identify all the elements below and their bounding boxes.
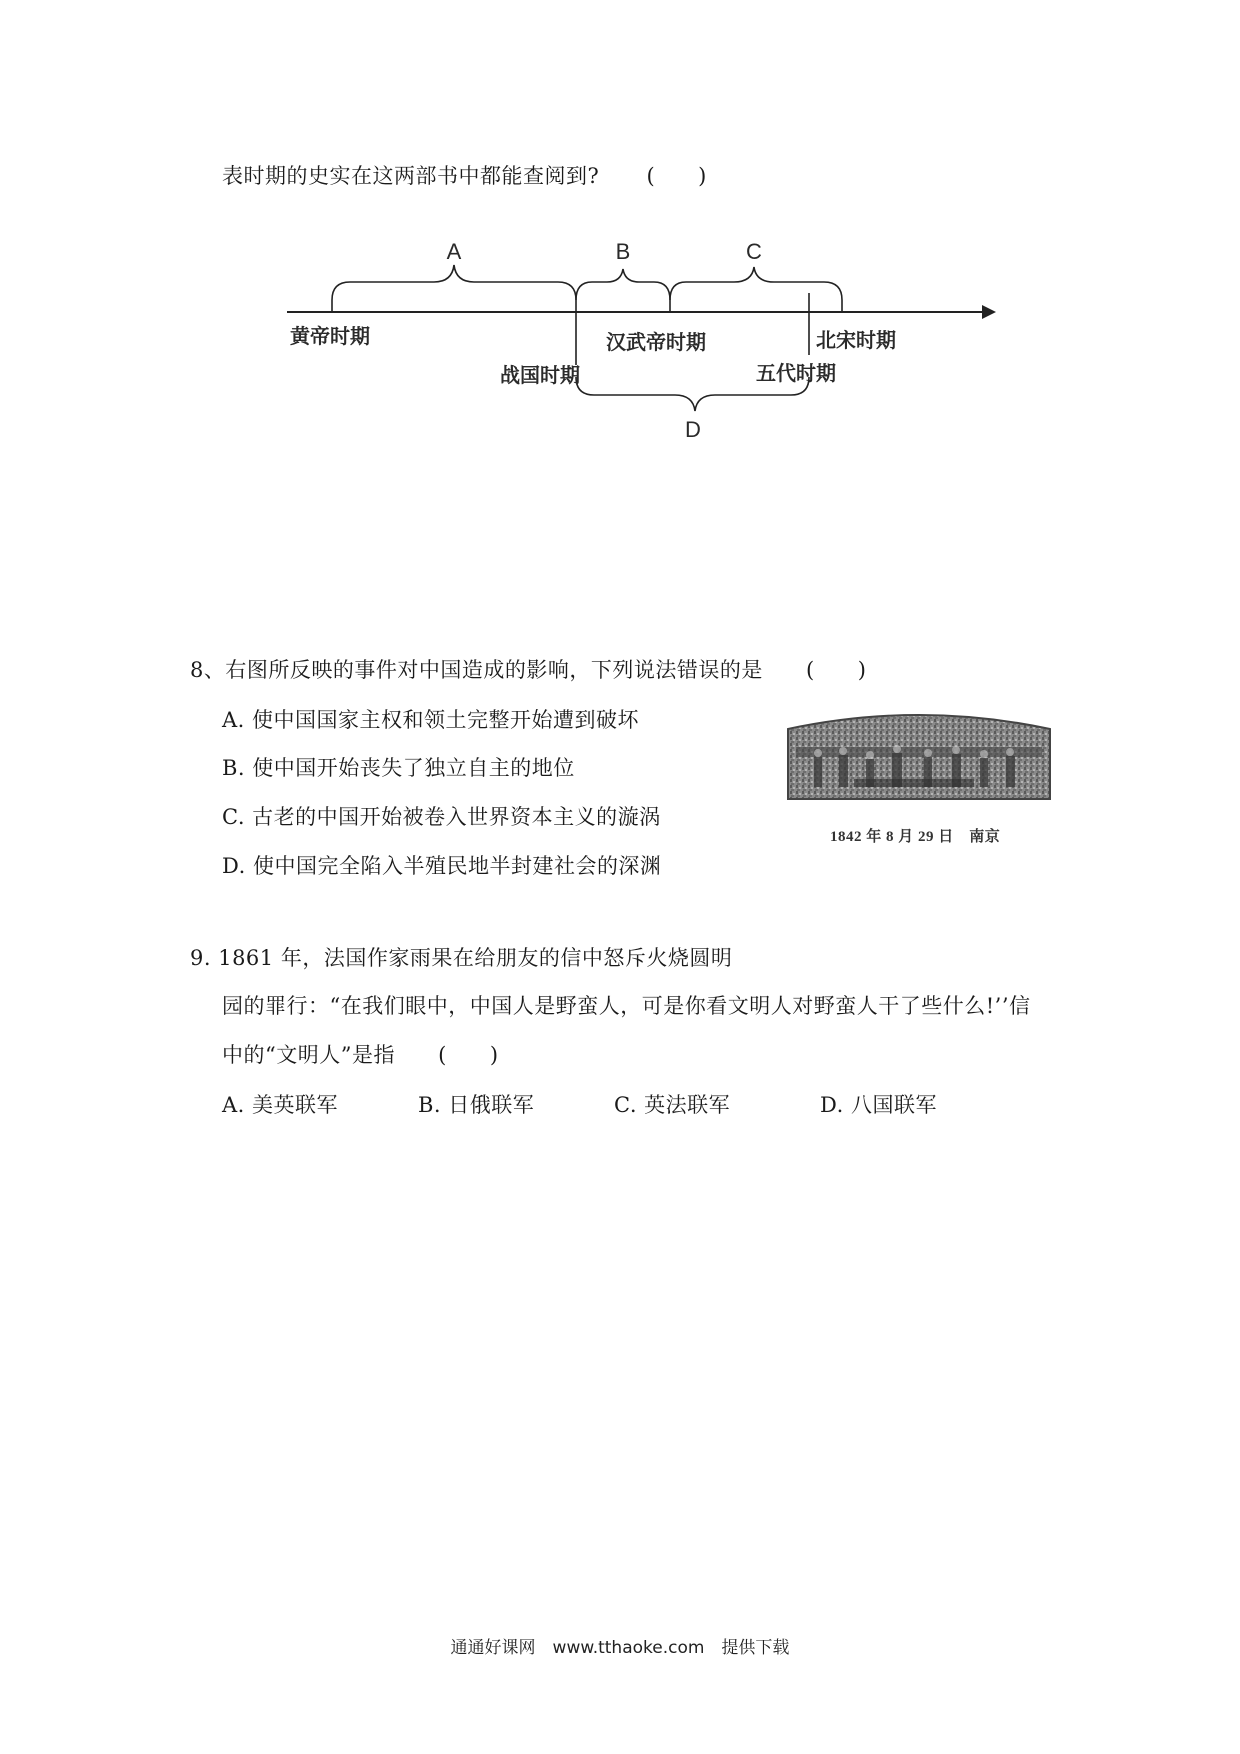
brace-a [332, 265, 576, 300]
q8-stem: 8、右图所反映的事件对中国造成的影响，下列说法错误的是 [190, 658, 763, 682]
treaty-photo-caption: 1842 年 8 月 29 日 南京 [830, 829, 1001, 845]
q9-option-d: D. 八国联军 [820, 1093, 937, 1117]
q9-option-b: B. 日俄联军 [418, 1093, 535, 1117]
q8-option-c: C. 古老的中国开始被卷入世界资本主义的漩涡 [222, 805, 661, 829]
q9-line3-prefix: 中的“文明人”是指 [222, 1043, 395, 1067]
brace-b-label: B [615, 239, 631, 264]
timeline-svg [282, 225, 1002, 465]
brace-a-label: A [446, 239, 462, 264]
q7-continuation: 表时期的史实在这两部书中都能查阅到? [222, 164, 600, 188]
q8-answer-paren: ( ) [806, 658, 867, 682]
timeline-arrow [982, 305, 996, 319]
page-footer: 通通好课网 www.tthaoke.com 提供下载 [450, 1638, 790, 1658]
treaty-photo-svg [784, 707, 1054, 807]
brace-d-label: D [685, 417, 701, 442]
treaty-photo [784, 707, 1054, 807]
q9-option-a: A. 美英联军 [222, 1093, 339, 1117]
brace-c-label: C [746, 239, 762, 264]
timeline-diagram [282, 225, 1002, 465]
q8-stem-line [190, 654, 866, 684]
q9-line1: 9. 1861 年，法国作家雨果在给朋友的信中怒斥火烧圆明 [190, 946, 733, 970]
q7-continuation-text [222, 160, 707, 190]
period-zhanguo: 战国时期 [500, 363, 580, 387]
q7-answer-paren: ( ) [646, 164, 707, 188]
period-beisong: 北宋时期 [816, 328, 896, 352]
brace-b [576, 269, 670, 300]
period-huangdi: 黄帝时期 [290, 324, 370, 348]
q8-option-a: A. 使中国国家主权和领土完整开始遭到破坏 [222, 708, 640, 732]
q9-answer-paren: ( ) [438, 1043, 499, 1067]
period-wudai: 五代时期 [756, 361, 836, 385]
q9-line2: 园的罪行：“在我们眼中，中国人是野蛮人，可是你看文明人对野蛮人干了些什么!’’信 [222, 994, 1031, 1018]
q9-option-c: C. 英法联军 [614, 1093, 731, 1117]
q8-option-d: D. 使中国完全陷入半殖民地半封建社会的深渊 [222, 854, 662, 878]
period-hanwudi: 汉武帝时期 [606, 330, 706, 354]
q8-option-b: B. 使中国开始丧失了独立自主的地位 [222, 756, 575, 780]
brace-c [670, 267, 842, 300]
q9-line3 [222, 1039, 499, 1069]
